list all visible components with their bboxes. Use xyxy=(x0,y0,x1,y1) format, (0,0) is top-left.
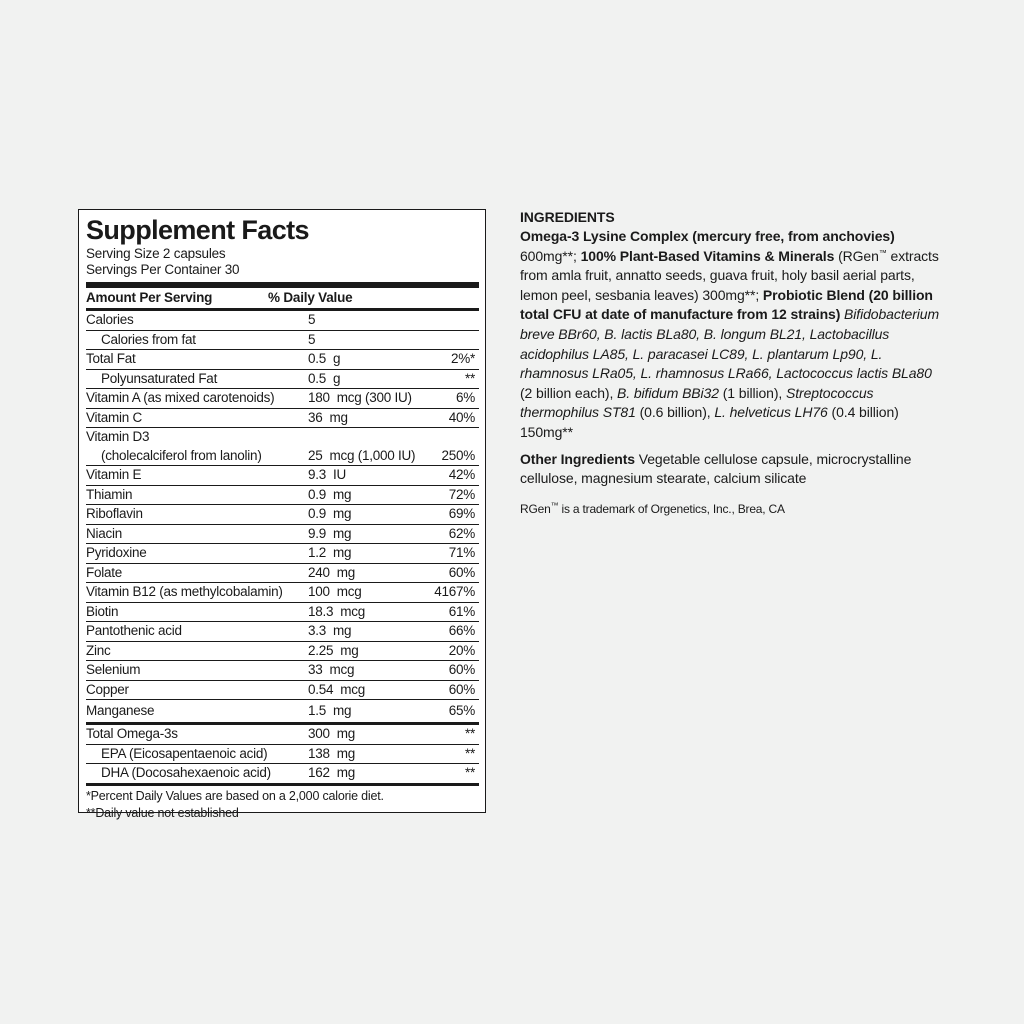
nutrient-amount: 33 mcg xyxy=(308,662,355,677)
trademark-note-symbol: ™ xyxy=(550,500,559,510)
plant-detail: extracts from amla fruit, annatto seeds, guava fruit, holy basil aerial parts, lemon peel, sesbania leaves) 300mg**; xyxy=(520,247,939,303)
nutrient-name: Total Fat xyxy=(86,351,136,366)
other-ingredients xyxy=(520,450,940,489)
trademark-note xyxy=(520,500,940,520)
facts-row xyxy=(86,389,479,409)
nutrient-daily-value: 250% xyxy=(441,447,475,463)
nutrient-name: Thiamin xyxy=(86,486,133,502)
nutrient-amount: 0.5 g xyxy=(308,351,341,366)
facts-row xyxy=(86,331,479,351)
facts-row xyxy=(86,486,479,506)
nutrient-daily-value: 6% xyxy=(455,390,475,405)
omega-label: Omega-3 Lysine Complex (mercury free, from anchovies) xyxy=(520,228,895,244)
supplement-facts-panel xyxy=(78,209,486,820)
facts-row xyxy=(86,700,479,725)
facts-row xyxy=(86,428,479,447)
nutrient-amount: 9.3 IU xyxy=(308,467,347,482)
nutrient-name: Biotin xyxy=(86,603,119,619)
nutrient-daily-value: 65% xyxy=(448,703,475,718)
strains-italic-5: Streptococcus thermophilus ST81 xyxy=(520,384,874,421)
nutrient-name: Polyunsaturated Fat xyxy=(101,370,218,386)
nutrient-name: Calories from fat xyxy=(101,331,196,347)
strains-italic-7: L. helveticus LH76 xyxy=(714,404,828,421)
nutrient-name: Pyridoxine xyxy=(86,545,147,560)
nutrient-daily-value: ** xyxy=(464,726,475,741)
strains-6: (0.6 billion), xyxy=(635,404,715,421)
nutrient-daily-value: 60% xyxy=(448,681,475,697)
nutrient-daily-value: 72% xyxy=(448,486,475,502)
footnote-daily-values: *Percent Daily Values are based on a 2,000 calorie diet. xyxy=(86,788,384,803)
nutrient-name: Copper xyxy=(86,681,129,697)
facts-row xyxy=(86,764,479,786)
nutrient-amount: 18.3 mcg xyxy=(308,603,366,619)
nutrient-amount: 300 mg xyxy=(308,726,356,741)
nutrient-name: Pantothenic acid xyxy=(86,623,182,638)
facts-row xyxy=(86,603,479,623)
nutrient-daily-value: 60% xyxy=(448,564,475,580)
nutrient-daily-value: 60% xyxy=(448,662,475,677)
nutrient-name: DHA (Docosahexaenoic acid) xyxy=(101,765,271,780)
facts-row xyxy=(86,525,479,545)
nutrient-amount: 162 mg xyxy=(308,765,356,780)
strains-8: (0.4 billion) 150mg** xyxy=(520,404,899,440)
nutrient-amount: 0.9 mg xyxy=(308,486,352,502)
ingredients-text xyxy=(520,227,940,443)
nutrient-amount: 138 mg xyxy=(308,745,356,761)
facts-row xyxy=(86,370,479,390)
facts-row xyxy=(86,505,479,525)
facts-row xyxy=(86,725,479,745)
nutrient-daily-value: 42% xyxy=(448,467,475,482)
facts-row xyxy=(86,681,479,701)
nutrient-name: Calories xyxy=(86,312,134,327)
nutrient-amount: 5 xyxy=(308,312,316,327)
trademark-rgen: RGen xyxy=(520,501,551,516)
nutrient-amount: 180 mcg (300 IU) xyxy=(308,390,412,405)
trademark-symbol: ™ xyxy=(878,247,887,257)
ingredients-section xyxy=(520,207,940,519)
nutrient-name: Selenium xyxy=(86,662,141,677)
strains-italic-3: B. bifidum BBi32 xyxy=(617,384,719,401)
facts-title: Supplement Facts xyxy=(86,215,309,245)
nutrient-daily-value: 4167% xyxy=(434,584,475,599)
other-text: Vegetable cellulose capsule, microcrystalline cellulose, magnesium stearate, calcium silicate xyxy=(520,450,912,487)
nutrient-daily-value: 62% xyxy=(448,525,475,541)
serving-size: Serving Size 2 capsules xyxy=(86,246,226,261)
facts-row xyxy=(86,642,479,662)
nutrient-amount: 5 xyxy=(308,331,316,347)
header-daily-value: % Daily Value xyxy=(268,290,353,305)
nutrient-amount: 36 mg xyxy=(308,409,348,425)
nutrient-daily-value: 66% xyxy=(448,623,475,638)
nutrient-amount: 2.25 mg xyxy=(308,642,359,658)
nutrient-amount: 0.5 g xyxy=(308,370,341,386)
nutrient-daily-value: ** xyxy=(464,370,475,386)
trademark-text: is a trademark of Orgenetics, Inc., Brea, CA xyxy=(558,501,785,516)
header-amount: Amount Per Serving xyxy=(86,290,213,305)
plant-label: 100% Plant-Based Vitamins & Minerals xyxy=(580,247,835,264)
facts-row xyxy=(86,466,479,486)
nutrient-name: Niacin xyxy=(86,525,123,541)
facts-row xyxy=(86,745,479,765)
nutrient-daily-value: 2%* xyxy=(450,351,475,366)
strains-4: (1 billion), xyxy=(718,384,787,401)
footnote-not-established: **Daily value not established xyxy=(86,805,239,820)
nutrient-amount: 9.9 mg xyxy=(308,525,352,541)
nutrient-daily-value: ** xyxy=(464,745,475,761)
strains-italic-1: Bifidobacterium breve BBr60, B. lactis BLa80, B. longum BL21, Lactobacillus acidophilus LA85, L. paracasei LC89, L. plantarum Lp90, L. rhamnosus LRa05, L. rhamnosus LRa66, Lactococcus lactis BLa80 xyxy=(520,306,940,382)
servings-per-container: Servings Per Container 30 xyxy=(86,262,240,277)
strains-2: (2 billion each), xyxy=(520,384,618,401)
nutrient-daily-value: 40% xyxy=(448,409,475,425)
ingredients-heading: INGREDIENTS xyxy=(520,209,615,225)
facts-row xyxy=(86,661,479,681)
nutrient-amount: 3.3 mg xyxy=(308,623,352,638)
facts-row xyxy=(86,544,479,564)
other-label: Other Ingredients xyxy=(520,450,635,467)
facts-header-row xyxy=(86,288,479,311)
nutrient-amount: 1.2 mg xyxy=(308,545,352,560)
nutrient-amount: 240 mg xyxy=(308,564,356,580)
nutrient-amount: 0.54 mcg xyxy=(308,681,366,697)
nutrient-name: Vitamin C xyxy=(86,409,143,425)
nutrient-name: Vitamin A (as mixed carotenoids) xyxy=(86,390,275,405)
facts-row xyxy=(86,311,479,331)
nutrient-name: EPA (Eicosapentaenoic acid) xyxy=(101,745,268,761)
nutrient-name: Vitamin D3 xyxy=(86,429,150,444)
facts-row xyxy=(86,583,479,603)
nutrient-amount: 25 mcg (1,000 IU) xyxy=(308,447,416,463)
facts-rows xyxy=(86,311,479,786)
nutrient-name: Manganese xyxy=(86,703,155,718)
facts-row xyxy=(86,409,479,429)
facts-row xyxy=(86,447,479,467)
nutrient-name: Vitamin B12 (as methylcobalamin) xyxy=(86,584,283,599)
nutrient-amount: 1.5 mg xyxy=(308,703,352,718)
plant-rgen: (RGen xyxy=(834,247,879,264)
nutrient-daily-value: 69% xyxy=(448,506,475,521)
facts-row xyxy=(86,622,479,642)
nutrient-name: (cholecalciferol from lanolin) xyxy=(101,447,262,463)
facts-row xyxy=(86,564,479,584)
nutrient-name: Total Omega-3s xyxy=(86,726,178,741)
nutrient-name: Folate xyxy=(86,564,123,580)
nutrient-daily-value: ** xyxy=(464,765,475,780)
nutrient-daily-value: 61% xyxy=(448,603,475,619)
nutrient-name: Vitamin E xyxy=(86,467,142,482)
nutrient-name: Zinc xyxy=(86,642,111,658)
facts-row xyxy=(86,350,479,370)
probiotic-label: Probiotic Blend (20 billion total CFU at date of manufacture from 12 strains) xyxy=(520,286,933,323)
nutrient-name: Riboflavin xyxy=(86,506,143,521)
nutrient-daily-value: 20% xyxy=(448,642,475,658)
omega-amount: 600mg**; xyxy=(520,247,581,264)
nutrient-daily-value: 71% xyxy=(448,545,475,560)
nutrient-amount: 100 mcg xyxy=(308,584,362,599)
nutrient-amount: 0.9 mg xyxy=(308,506,352,521)
